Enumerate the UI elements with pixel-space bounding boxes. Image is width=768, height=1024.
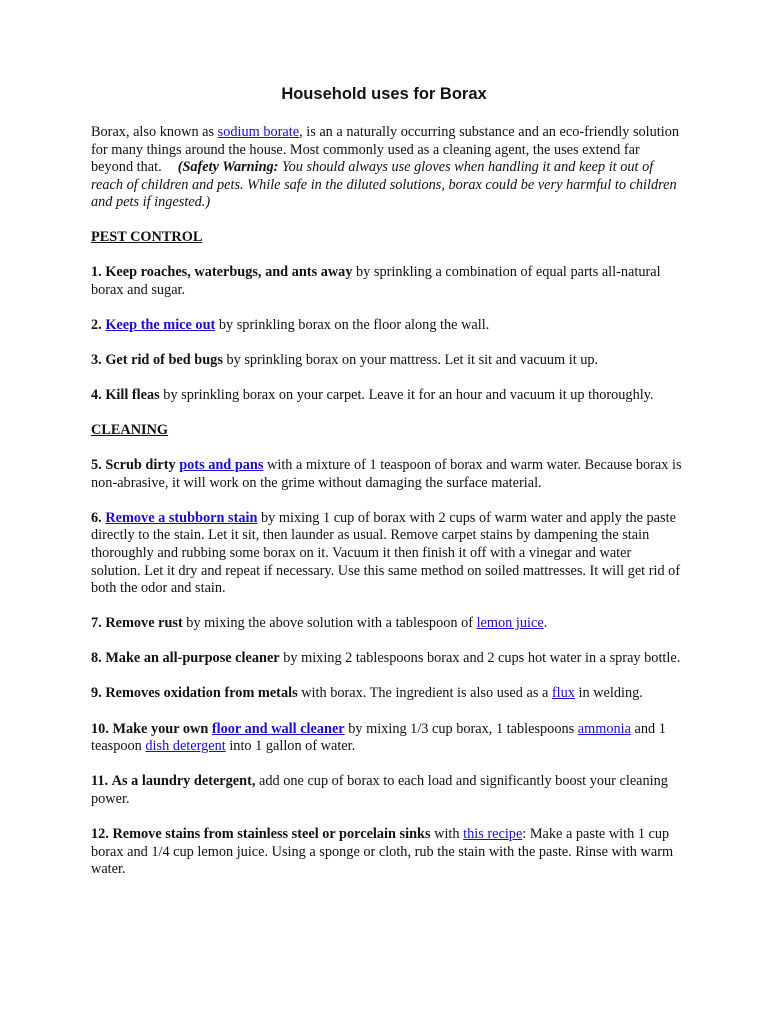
item-text: by mixing 1 cup of borax with 2 cups of warm water and apply the paste directly to the stain. Let it sit, then launder as usual. Remove carpet stains by dampening the stain thoroughly and rubbing some borax on it. Vacuum it then finish it off with a vinegar and water solution. Let it dry and repeat if necessary. Use this same method on soiled mattresses. It will get rid of both the odor and stain. <box>91 509 681 597</box>
ammonia-link[interactable]: ammonia <box>577 720 631 737</box>
item-text: by sprinkling borax on the floor along the wall. <box>215 316 490 333</box>
item-link-text: Remove a stubborn stain <box>105 509 258 526</box>
item-text: by mixing 2 tablespoons borax and 2 cups hot water in a spray bottle. <box>279 650 681 667</box>
item-number: 12. <box>91 825 109 842</box>
item-number: 1. <box>91 264 102 281</box>
item-number: 3. <box>91 351 102 368</box>
item-text-end: : Make a paste with 1 cup borax and 1/4 cup lemon juice. Using a sponge or cloth, rub the stain with the paste. Rinse with warm water. <box>91 825 674 878</box>
intro-text-2: , is an a naturally occurring substance and an eco-friendly solution for many things around the house. Most commonly used as a cleaning agent, the uses extend far beyond that. <box>91 124 680 176</box>
item-text-end: . <box>543 615 548 632</box>
keep-mice-out-link[interactable] <box>105 317 215 333</box>
item-number: 7. <box>91 615 102 632</box>
item-text: by mixing the above solution with a tablespoon of <box>182 615 477 632</box>
item-heading: Make an all-purpose cleaner <box>105 650 280 667</box>
list-item <box>91 773 683 808</box>
dish-detergent-link[interactable]: dish detergent <box>145 738 226 755</box>
item-link-text: Keep the mice out <box>105 316 216 333</box>
item-text: by sprinkling borax on your mattress. Let it sit and vacuum it up. <box>222 351 599 368</box>
item-number: 5. <box>91 457 102 474</box>
item-number: 6. <box>91 509 102 526</box>
this-recipe-link[interactable]: this recipe <box>463 825 523 842</box>
item-heading: Get rid of bed bugs <box>105 351 223 368</box>
item-heading: Scrub dirty <box>105 457 176 474</box>
list-item <box>91 352 683 370</box>
list-item <box>91 721 683 756</box>
list-item <box>91 650 683 668</box>
item-heading: Removes oxidation from metals <box>105 685 298 702</box>
item-number: 9. <box>91 685 102 702</box>
item-number: 11. <box>91 773 109 790</box>
item-text: with borax. The ingredient is also used as a <box>297 685 552 702</box>
item-heading: Keep roaches, waterbugs, and ants away <box>105 264 353 281</box>
item-text: by sprinkling borax on your carpet. Leave it for an hour and vacuum it up thoroughly. <box>159 386 654 403</box>
list-item <box>91 826 683 879</box>
item-number: 10. <box>91 720 109 737</box>
item-heading: Remove stains from stainless steel or porcelain sinks <box>112 825 431 842</box>
section-heading-cleaning: CLEANING <box>91 422 169 439</box>
lemon-juice-link[interactable]: lemon juice <box>476 615 544 632</box>
list-item <box>91 457 683 492</box>
item-text: by sprinkling a combination of equal parts all-natural borax and sugar. <box>91 264 661 298</box>
item-text: with <box>430 825 464 842</box>
list-item <box>91 264 683 299</box>
item-link-text: pots and pans <box>179 457 264 474</box>
list-item <box>91 615 683 633</box>
item-heading: As a laundry detergent, <box>111 773 256 790</box>
list-item <box>91 685 683 703</box>
item-heading: Remove rust <box>105 615 183 632</box>
floor-and-wall-cleaner-link[interactable] <box>212 721 345 737</box>
item-text: add one cup of borax to each load and significantly boost your cleaning power. <box>91 773 668 807</box>
safety-warning <box>91 159 677 210</box>
list-item <box>91 510 683 598</box>
item-number: 4. <box>91 386 102 403</box>
remove-stubborn-stain-link[interactable] <box>105 510 257 526</box>
item-number: 2. <box>91 316 102 333</box>
item-text-end: into 1 gallon of water. <box>225 738 356 755</box>
page-title: Household uses for Borax <box>281 85 487 103</box>
section-heading-pest-control: PEST CONTROL <box>91 228 203 245</box>
list-item <box>91 317 683 335</box>
sodium-borate-link[interactable]: sodium borate <box>217 124 300 140</box>
item-link-text: floor and wall cleaner <box>211 720 345 737</box>
intro-text-1: Borax, also known as <box>91 124 218 140</box>
item-text: by mixing 1/3 cup borax, 1 tablespoons <box>344 720 578 737</box>
intro-paragraph <box>91 124 683 212</box>
item-heading: Kill fleas <box>105 386 160 403</box>
item-text: with a mixture of 1 teaspoon of borax and warm water. Because borax is non-abrasive, it will work on the grime without damaging the surface material. <box>91 457 682 491</box>
safety-warning-text: You should always use gloves when handling it and keep it out of reach of children and pets. While safe in the diluted solutions, borax could be very harmful to children and pets if ingested.) <box>91 159 677 211</box>
item-text-2: and 1 teaspoon <box>91 720 666 755</box>
document-body <box>91 124 683 896</box>
flux-link[interactable]: flux <box>551 685 575 702</box>
pots-and-pans-link[interactable] <box>179 457 263 473</box>
item-heading: Make your own <box>112 720 209 737</box>
item-text-end: in welding. <box>574 685 643 702</box>
list-item <box>91 387 683 405</box>
item-number: 8. <box>91 650 102 667</box>
safety-warning-label: (Safety Warning: <box>177 159 279 176</box>
